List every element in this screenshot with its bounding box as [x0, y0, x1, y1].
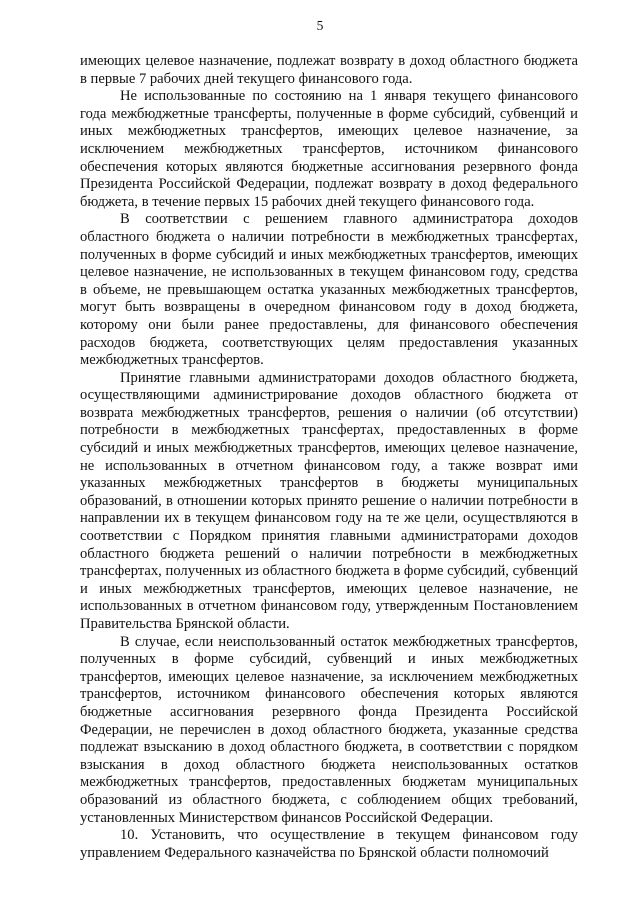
- paragraph-1: имеющих целевое назначение, подлежат возврату в доход областного бюджета в первые 7 рабочих дней текущего финансового года.: [80, 53, 578, 87]
- paragraph-6: 10. Установить, что осуществление в текущем финансовом году управлением Федерального казначейства по Брянской области полномочий: [80, 827, 578, 861]
- paragraph-5: В случае, если неиспользованный остаток межбюджетных трансфертов, полученных в форме субсидий, субвенций и иных межбюджетных трансфертов, имеющих целевое назначение, за исключением межбюджетных трансфертов, источником финансового обеспечения которых являются бюджетные ассигнования резервного фонда Президента Российской Федерации, не перечислен в доход областного бюджета, указанные средства подлежат взысканию в доход областного бюджета, в соответствии с порядком взыскания в доход областного бюджета неиспользованных остатков межбюджетных трансфертов, предоставленных бюджетам муниципальных образований из областного бюджета, с соблюдением общих требований, установленных Министерством финансов Российской Федерации.: [80, 633, 578, 826]
- paragraph-4: Принятие главными администраторами доходов областного бюджета, осуществляющими администрирование доходов областного бюджета от возврата межбюджетных трансфертов, решения о наличии (об отсутствии) потребности в межбюджетных трансфертах, предоставленных в форме субсидий и иных межбюджетных трансфертов, имеющих целевое назначение, не использованных в отчетном финансовом году, а также возврат ими указанных межбюджетных трансфертов в бюджеты муниципальных образований, в отношении которых принято решение о наличии потребности в направлении их в текущем финансовом году на те же цели, осуществляются в соответствии с Порядком принятия главными администраторами доходов областного бюджета решений о наличии потребности в межбюджетных трансфертах, полученных из областного бюджета в форме субсидий, субвенций и иных межбюджетных трансфертов, имеющих целевое назначение, не использованных в отчетном финансовом году, утвержденным Постановлением Правительства Брянской области.: [80, 369, 578, 632]
- page-number: 5: [316, 18, 324, 33]
- paragraph-2: Не использованные по состоянию на 1 января текущего финансового года межбюджетные трансферты, полученные в форме субсидий, субвенций и иных межбюджетных трансфертов, имеющих целевое назначение, за исключением межбюджетных трансфертов, источником финансового обеспечения которых являются бюджетные ассигнования резервного фонда Президента Российской Федерации, подлежат возврату в доход федерального бюджета, в течение первых 15 рабочих дней текущего финансового года.: [80, 88, 578, 210]
- document-body: [80, 53, 578, 862]
- paragraph-3: В соответствии с решением главного администратора доходов областного бюджета о наличии потребности в межбюджетных трансфертах, полученных в форме субсидий и иных межбюджетных трансфертов, имеющих целевое назначение, не использованных в текущем финансовом году, средства в объеме, не превышающем остатка указанных межбюджетных трансфертов, могут быть возвращены в очередном финансовом году в доход бюджета, которому они были ранее предоставлены, для финансового обеспечения расходов бюджета, соответствующих целям предоставления указанных межбюджетных трансфертов.: [80, 211, 578, 369]
